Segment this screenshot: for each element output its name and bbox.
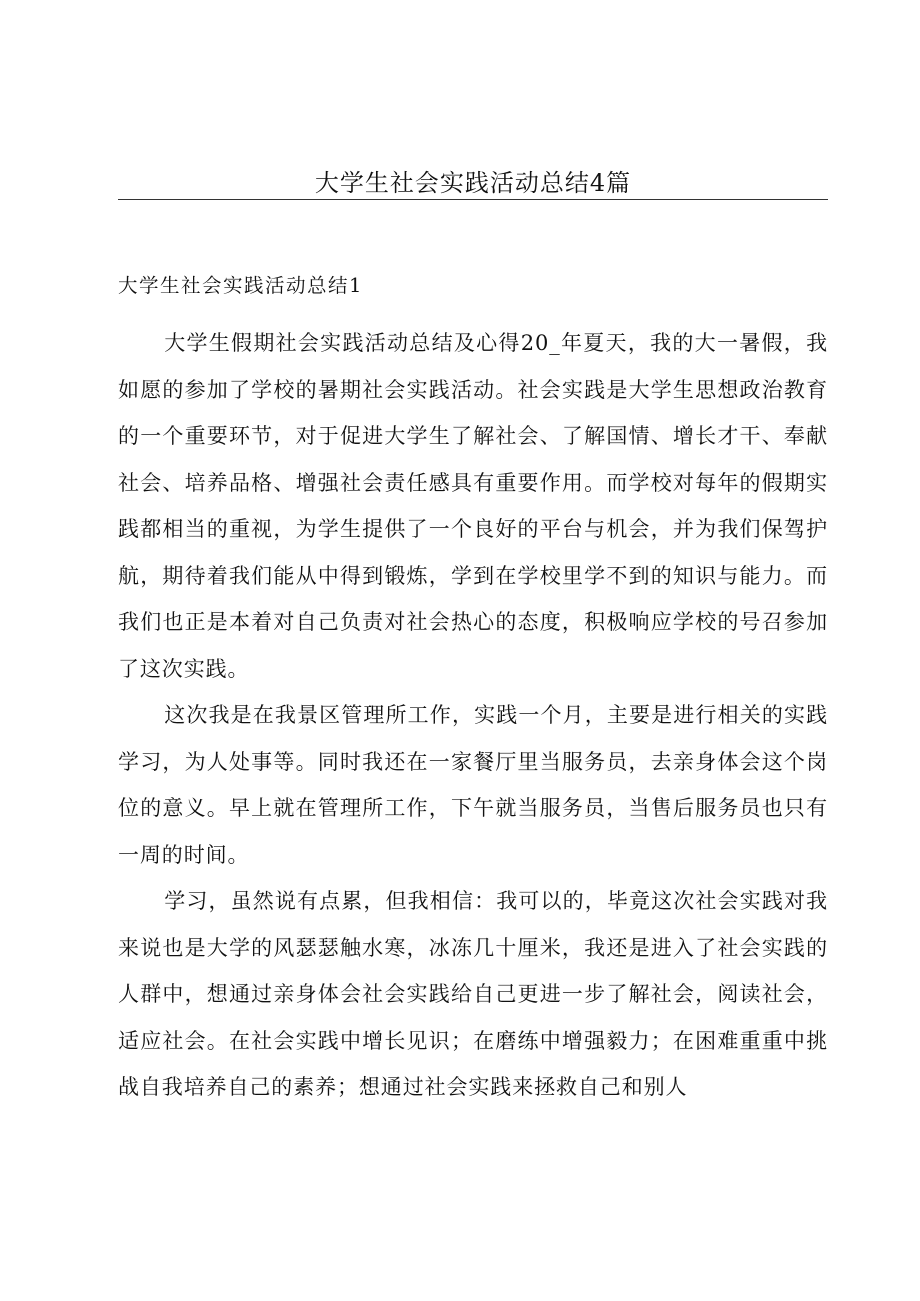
- body-text: [118, 320, 828, 1111]
- paragraph-1: 大学生假期社会实践活动总结及心得20_年夏天，我的大一暑假，我如愿的参加了学校的暑期社会实践活动。社会实践是大学生思想政治教育的一个重要环节，对于促进大学生了解社会、了解国情、增长才干、奉献社会、培养品格、增强社会责任感具有重要作用。而学校对每年的假期实践都相当的重视，为学生提供了一个良好的平台与机会，并为我们保驾护航，期待着我们能从中得到锻炼，学到在学校里学不到的知识与能力。而我们也正是本着对自己负责对社会热心的态度，积极响应学校的号召参加了这次实践。: [118, 331, 828, 681]
- title-underline: [118, 199, 828, 200]
- document-title: 大学生社会实践活动总结4篇: [314, 169, 632, 197]
- paragraph-2: 这次我是在我景区管理所工作，实践一个月，主要是进行相关的实践学习，为人处事等。同时我还在一家餐厅里当服务员，去亲身体会这个岗位的意义。早上就在管理所工作，下午就当服务员，当售后服务员也只有一周的时间。: [118, 703, 828, 867]
- paragraph-3: 学习，虽然说有点累，但我相信：我可以的，毕竟这次社会实践对我来说也是大学的风瑟瑟触水寒，冰冻几十厘米，我还是进入了社会实践的人群中，想通过亲身体会社会实践给自己更进一步了解社会，阅读社会，适应社会。在社会实践中增长见识；在磨练中增强毅力；在困难重重中挑战自我培养自己的素养；想通过社会实践来拯救自己和别人: [118, 889, 828, 1099]
- section-heading: 大学生社会实践活动总结1: [118, 274, 363, 297]
